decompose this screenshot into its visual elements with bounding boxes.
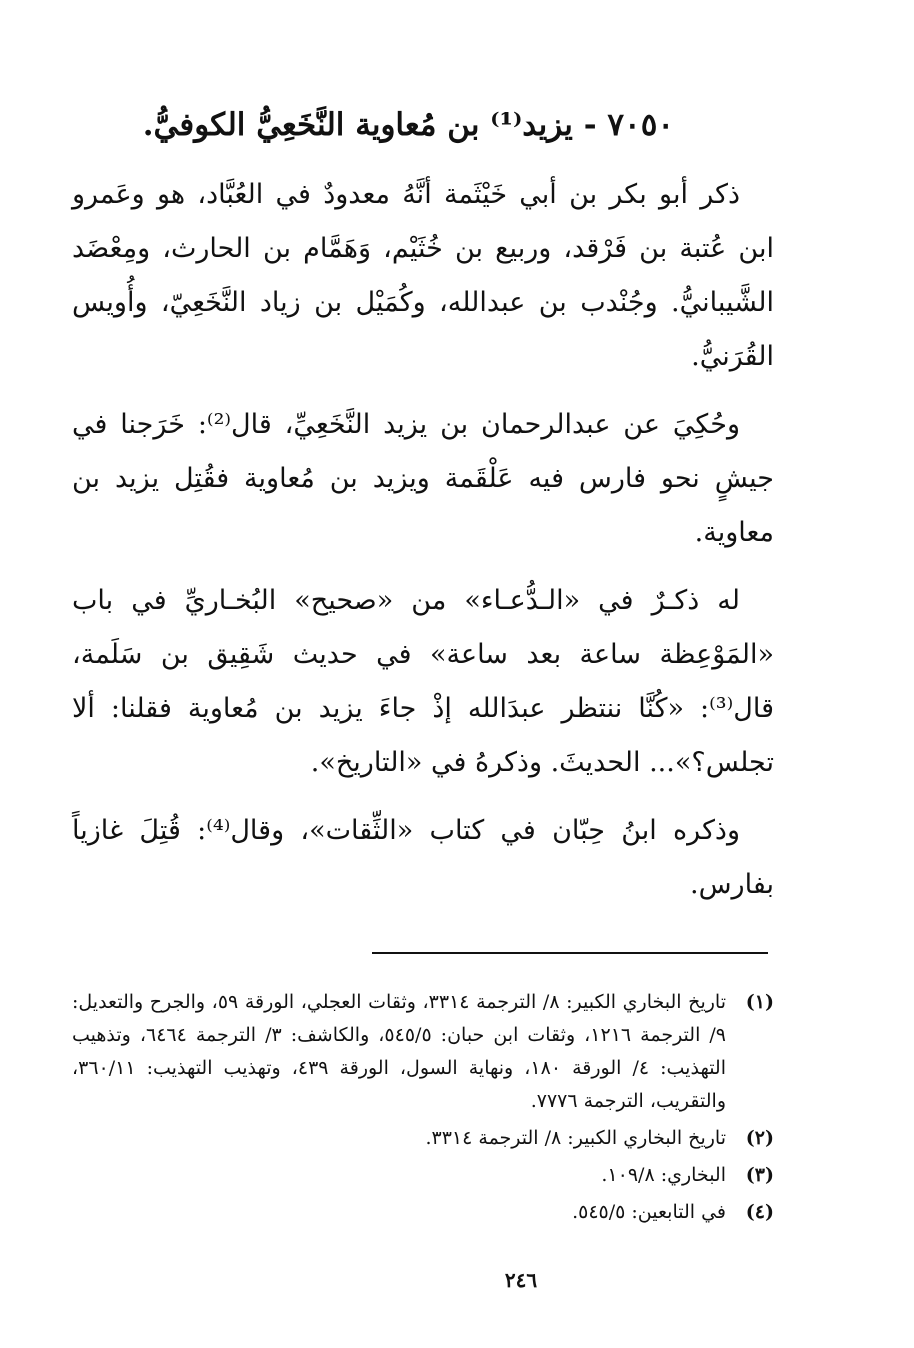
footnote-text: تاريخ البخاري الكبير: ٨/ الترجمة ٣٣١٤، وثقات العجلي، الورقة ٥٩، والجرح والتعديل: ٩/ الترجمة ١٢١٦، وثقات ابن حبان: ٥٤٥/٥، والكاشف: ٣/ الترجمة ٦٤٦٤، وتذهيب التهذيب: ٤/ الورقة ١٨٠، ونهاية السول، الورقة ٤٣٩، وتهذيب التهذيب: ٣٦٠/١١، والتقريب، الترجمة ٧٧٧٦. [72,991,727,1112]
footnote-number: (٤) [745,1201,774,1223]
page-number: ٢٤٦ [504,1268,538,1292]
footnote-separator [372,952,768,954]
page-number-wrap [0,1268,914,1292]
footnote-number: (١) [745,991,774,1013]
footnote [72,1122,774,1155]
footnote-number: (٢) [745,1127,774,1149]
paragraph-3: له ذكـرٌ في «الـدُّعـاء» من «صحيح» البُخـاريِّ في باب «المَوْعِظة ساعة بعد ساعة» في حديث شَقِيق بن سَلَمة، قال⁽³⁾: «كُنَّا ننتظر عبدَالله إذْ جاءَ يزيد بن مُعاوية فقلنا: ألا تجلس؟»... الحديثَ. وذكرهُ في «التاريخ». [72,585,774,778]
footnote-number: (٣) [745,1164,774,1186]
paragraph-4: وذكره ابنُ حِبّان في كتاب «الثِّقات»، وقال⁽⁴⁾: قُتِلَ غازياً بفارس. [72,815,774,900]
footnote-text: تاريخ البخاري الكبير: ٨/ الترجمة ٣٣١٤. [425,1127,726,1149]
footnote [72,986,774,1118]
main-text [72,100,774,926]
footnote-text: في التابعين: ٥٤٥/٥. [572,1201,726,1223]
footnote [72,1196,774,1229]
paragraph-1: ذكر أبو بكر بن أبي خَيْثَمة أنَّهُ معدودٌ في العُبَّاد، هو وعَمرو ابن عُتبة بن فَرْقد، وربيع بن خُثَيْم، وَهَمَّام بن الحارث، ومِعْضَد الشَّيبانيُّ. وجُنْدب بن عبدالله، وكُمَيْل بن زياد النَّخَعِيّ، وأُويس القُرَنيُّ. [72,179,774,372]
footnote-text: البخاري: ١٠٩/٨. [601,1164,726,1186]
footnotes [72,986,774,1233]
paragraph-2: وحُكِيَ عن عبدالرحمان بن يزيد النَّخَعِيِّ، قال⁽²⁾: خَرَجنا في جيشٍ نحو فارس فيه عَلْقَمة ويزيد بن مُعاوية فقُتِل يزيد بن معاوية. [72,409,774,548]
entry-title: ٧٠٥٠ - يزيد⁽¹⁾ بن مُعاوية النَّخَعِيُّ الكوفيُّ. [142,107,674,143]
footnote [72,1159,774,1192]
